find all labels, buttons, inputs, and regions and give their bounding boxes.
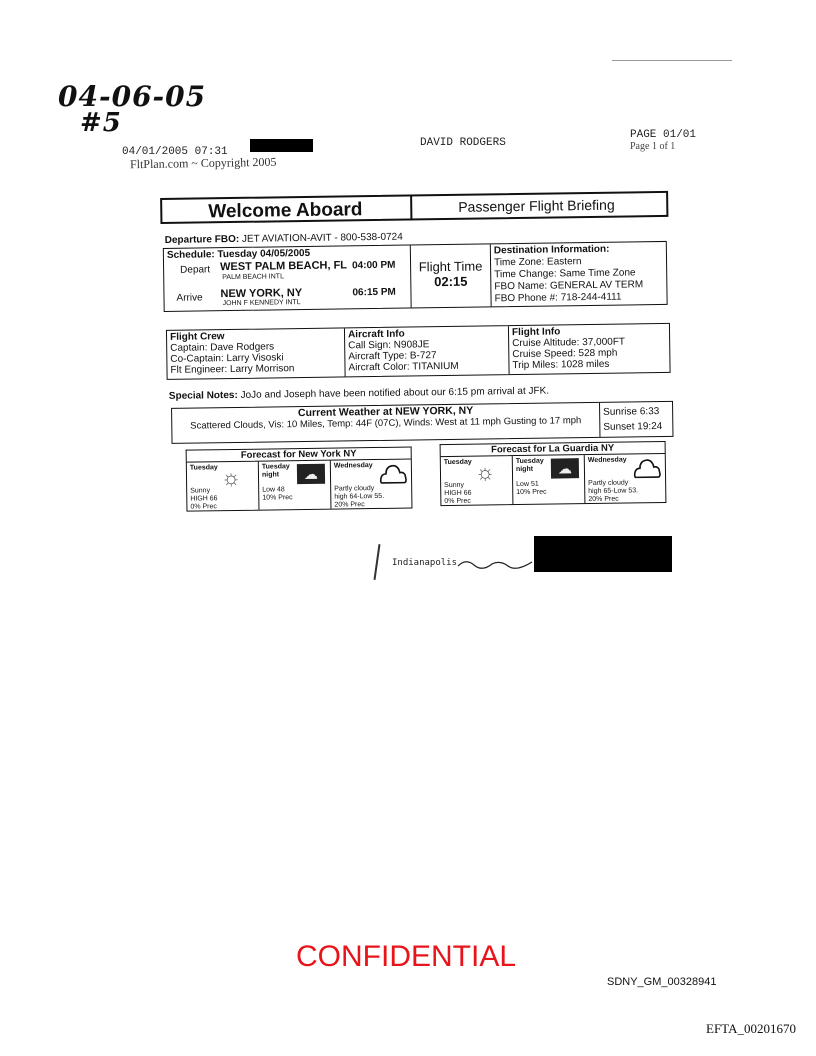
welcome-title: Welcome Aboard [208,199,363,223]
forecast-lga [440,441,667,506]
forecast-desc-line: HIGH 66 [444,489,472,498]
aircraft-call-sign: Call Sign: N908JE [348,339,430,352]
aircraft-type: Aircraft Type: B-727 [348,350,437,363]
forecast-day-name: Wednesday [333,462,373,470]
forecast-day-name: Tuesday night [515,457,544,474]
flight-time-value: 02:15 [434,273,468,290]
sun-icon: ☼ [220,464,242,491]
forecast-desc-line: Partly cloudy [334,485,375,493]
redaction-bar [250,139,313,152]
forecast-desc [588,479,638,504]
source-line: FltPlan.com ~ Copyright 2005 [129,154,277,172]
forecast-desc-line: 20% Prec [588,495,619,504]
weather-title: Current Weather at NEW YORK, NY [297,404,474,420]
forecast-ny-day-1 [187,462,260,511]
sunrise: Sunrise 6:33 [603,406,660,418]
forecast-lga-day-2 [513,455,586,504]
destination-title: Destination Information: [493,243,610,257]
destination-time-zone: Time Zone: Eastern [493,256,582,269]
night-cloud-icon: ☁ [297,464,325,484]
destination-time-change: Time Change: Same Time Zone [494,267,636,281]
forecast-desc-line: Low 48 [262,486,285,494]
crew-captain: Captain: Dave Rodgers [170,341,275,354]
forecast-ny-day-3 [331,460,411,509]
handwritten-number: #5 [80,108,122,138]
night-cloud-icon: ☁ [551,458,579,478]
flight-info-miles: Trip Miles: 1028 miles [512,358,610,372]
special-notes-text: JoJo and Joseph have been notified about our 6:15 pm arrival at JFK. [240,385,550,401]
forecast-desc [262,486,293,502]
depart-airport: PALM BEACH INTL [222,273,284,282]
forecast-day-name: Tuesday [443,458,472,467]
forecast-desc-line: 0% Prec [444,497,471,506]
current-weather-section [172,403,600,443]
crew-co-captain: Co-Captain: Larry Visoski [170,352,284,365]
depart-city: WEST PALM BEACH, FL [219,259,348,274]
forecast-ny-day-2 [259,461,332,510]
forecast-ny [186,447,413,512]
forecast-day-name: Tuesday night [261,463,290,479]
bates-number: SDNY_GM_00328941 [607,976,717,988]
crew-box [166,323,671,380]
sun-times [603,404,662,435]
departure-fbo-value: JET AVIATION-AVIT - 800-538-0724 [241,231,403,245]
forecast-desc-line: 20% Prec [334,501,365,509]
cloud-icon [379,463,407,485]
confidential-stamp [296,940,516,974]
destination-fbo-phone: FBO Phone #: 718-244-4111 [494,291,622,305]
forecast-ny-days [186,459,413,512]
crew-title: Flight Crew [169,331,225,343]
flight-info-title: Flight Info [511,326,561,339]
forecast-desc-line: HIGH 66 [190,495,218,503]
destination-section [494,243,667,305]
flight-time-label: Flight Time [418,258,483,275]
forecast-lga-day-3 [585,454,665,503]
forecast-desc [516,481,547,497]
weather-box [171,401,673,444]
arrive-airport: JOHN F KENNEDY INTL [222,299,301,308]
special-notes-label: Special Notes: [168,389,238,402]
fax-sender: DAVID RODGERS [420,137,506,149]
schedule-box [163,241,668,312]
schedule-label: Schedule: [166,249,215,261]
forecast-desc-line: high 65-Low 53. [588,487,639,496]
depart-label: Depart [180,264,211,276]
forecast-day-name: Wednesday [587,456,627,465]
forecast-lga-title: Forecast for La Guardia NY [440,441,666,456]
flight-info-altitude: Cruise Altitude: 37,000FT [512,336,626,350]
flight-time-section [411,244,492,307]
special-notes [169,386,549,402]
arrive-label: Arrive [176,292,203,304]
forecast-desc-line: Sunny [190,487,211,495]
confidential-label: CONFIDENTIAL [296,940,517,973]
fax-page: PAGE 01/01 [630,129,697,141]
crew-engineer: Flt Engineer: Larry Morrison [170,363,295,376]
fax-datetime: 04/01/2005 07:31 [122,146,228,158]
destination-fbo-name: FBO Name: GENERAL AV TERM [494,279,644,293]
efta-number: EFTA_00201670 [706,1021,796,1036]
forecast-desc-line: high 64-Low 55. [334,492,385,501]
forecast-day-name: Tuesday [189,464,218,472]
redaction-block [534,536,672,572]
forecast-desc [190,487,218,511]
forecast-desc-line: Low 51 [516,480,539,489]
header-divider [410,194,412,220]
briefing-title: Passenger Flight Briefing [458,196,615,215]
flight-info-speed: Cruise Speed: 528 mph [512,347,618,361]
weather-text: Scattered Clouds, Vis: 10 Miles, Temp: 44F (07C), Winds: West at 11 mph Gusting to 17 mph [190,415,582,432]
briefing-sheet [160,183,677,540]
depart-time: 04:00 PM [352,259,396,272]
forecast-ny-title: Forecast for New York NY [186,447,412,462]
forecast-desc [334,485,384,510]
aircraft-color: Aircraft Color: TITANIUM [348,360,459,374]
cloud-icon [633,457,661,479]
flight-info-section [509,324,670,374]
scan-line [612,60,732,61]
forecast-lga-days [440,453,667,506]
forecast-desc-line: 10% Prec [516,488,547,497]
schedule-date: Tuesday 04/05/2005 [217,247,311,261]
flight-crew-section [167,328,346,378]
arrive-time: 06:15 PM [352,286,396,299]
forecast-desc-line: 10% Prec [262,494,293,502]
logo-text: Indianapolis [392,558,458,568]
forecast-desc-line: Sunny [444,481,465,490]
schedule-section [164,246,412,311]
arrive-city: NEW YORK, NY [220,287,303,301]
aircraft-title: Aircraft Info [347,328,405,341]
forecast-lga-day-1 [441,456,514,505]
forecast-desc [444,482,472,506]
logo-stroke [374,544,381,580]
sun-icon: ☼ [474,459,496,485]
sunset: Sunset 19:24 [603,421,663,433]
aircraft-info-section [345,326,510,376]
signature-scribble [456,556,536,570]
forecast-desc-line: 0% Prec [190,503,217,511]
handwritten-date: 04-06-05 [58,80,207,113]
page-of: Page 1 of 1 [630,141,676,152]
forecast-desc-line: Partly cloudy [588,479,629,488]
briefing-header [160,191,668,224]
departure-fbo-label: Departure FBO: [164,233,240,246]
